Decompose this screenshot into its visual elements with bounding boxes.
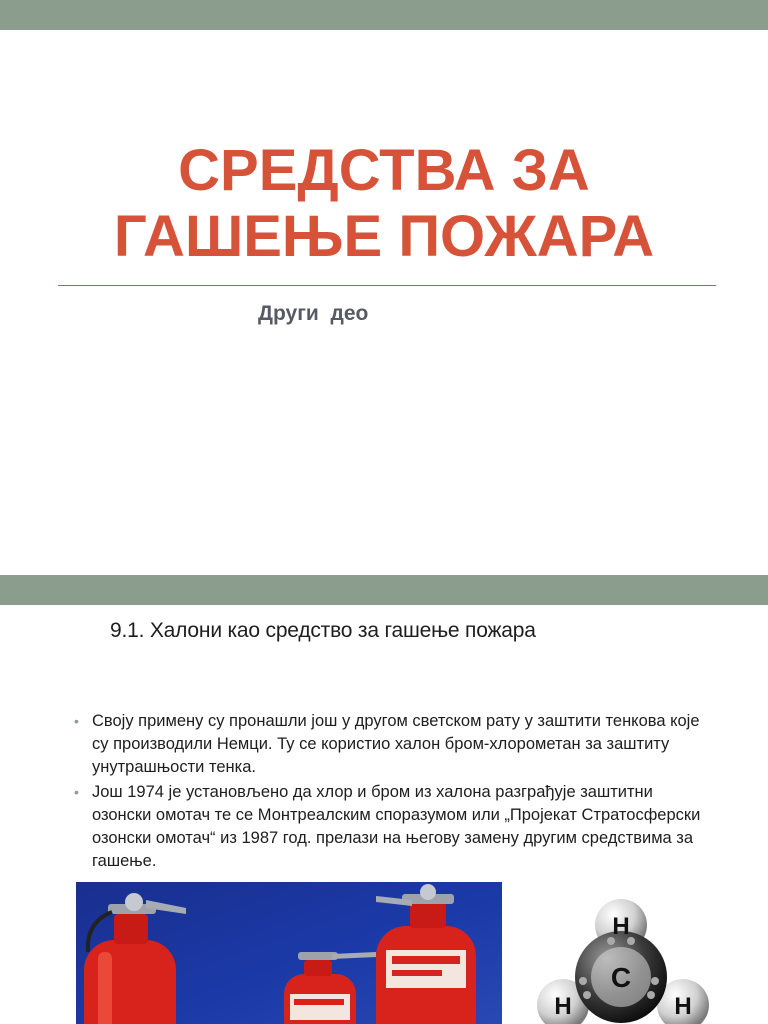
extinguisher-right: [376, 884, 476, 1024]
fire-extinguishers-photo: [76, 882, 502, 1024]
top-band: [0, 0, 768, 30]
extinguisher-small: [284, 952, 376, 1024]
atom-h-right: H: [674, 993, 692, 1020]
slide-separator-band: [0, 575, 768, 605]
fire-extinguishers-illustration: [76, 882, 502, 1024]
section-heading: 9.1. Халони као средство за гашење пожара: [110, 619, 536, 642]
slide-subtitle: Други део: [258, 302, 369, 325]
atom-h-top: H: [612, 913, 630, 940]
title-line-2: ГАШЕЊЕ ПОЖАРА: [113, 204, 655, 269]
title-line-1: СРЕДСТВА ЗА: [178, 138, 590, 203]
bullet-item: • Још 1974 је установљено да хлор и бром из халона разграђује заштитни озонски омотач те се Монтреалским споразумом или „Пројекат Стратосферски озонски омотач“ из 1987 год. прелази на његову замену другим средствима за гашење.: [72, 781, 712, 873]
atom-h-left: H: [554, 993, 572, 1020]
title-slide: [0, 30, 768, 575]
bullet-item: • Своју примену су пронашли још у другом светском рату у заштити тенкова које су производили Немци. Ту се користио халон бром-хлорометан за заштиту унутрашњости тенка.: [72, 710, 712, 779]
slide-title: [0, 138, 768, 270]
methane-molecule-diagram: [533, 895, 713, 1024]
atom-c: C: [610, 962, 632, 993]
title-divider: [58, 285, 716, 286]
extinguisher-left: [84, 893, 186, 1024]
bullet-list: [72, 710, 712, 875]
content-slide: [0, 605, 768, 1024]
molecule-icon: [533, 895, 713, 1024]
